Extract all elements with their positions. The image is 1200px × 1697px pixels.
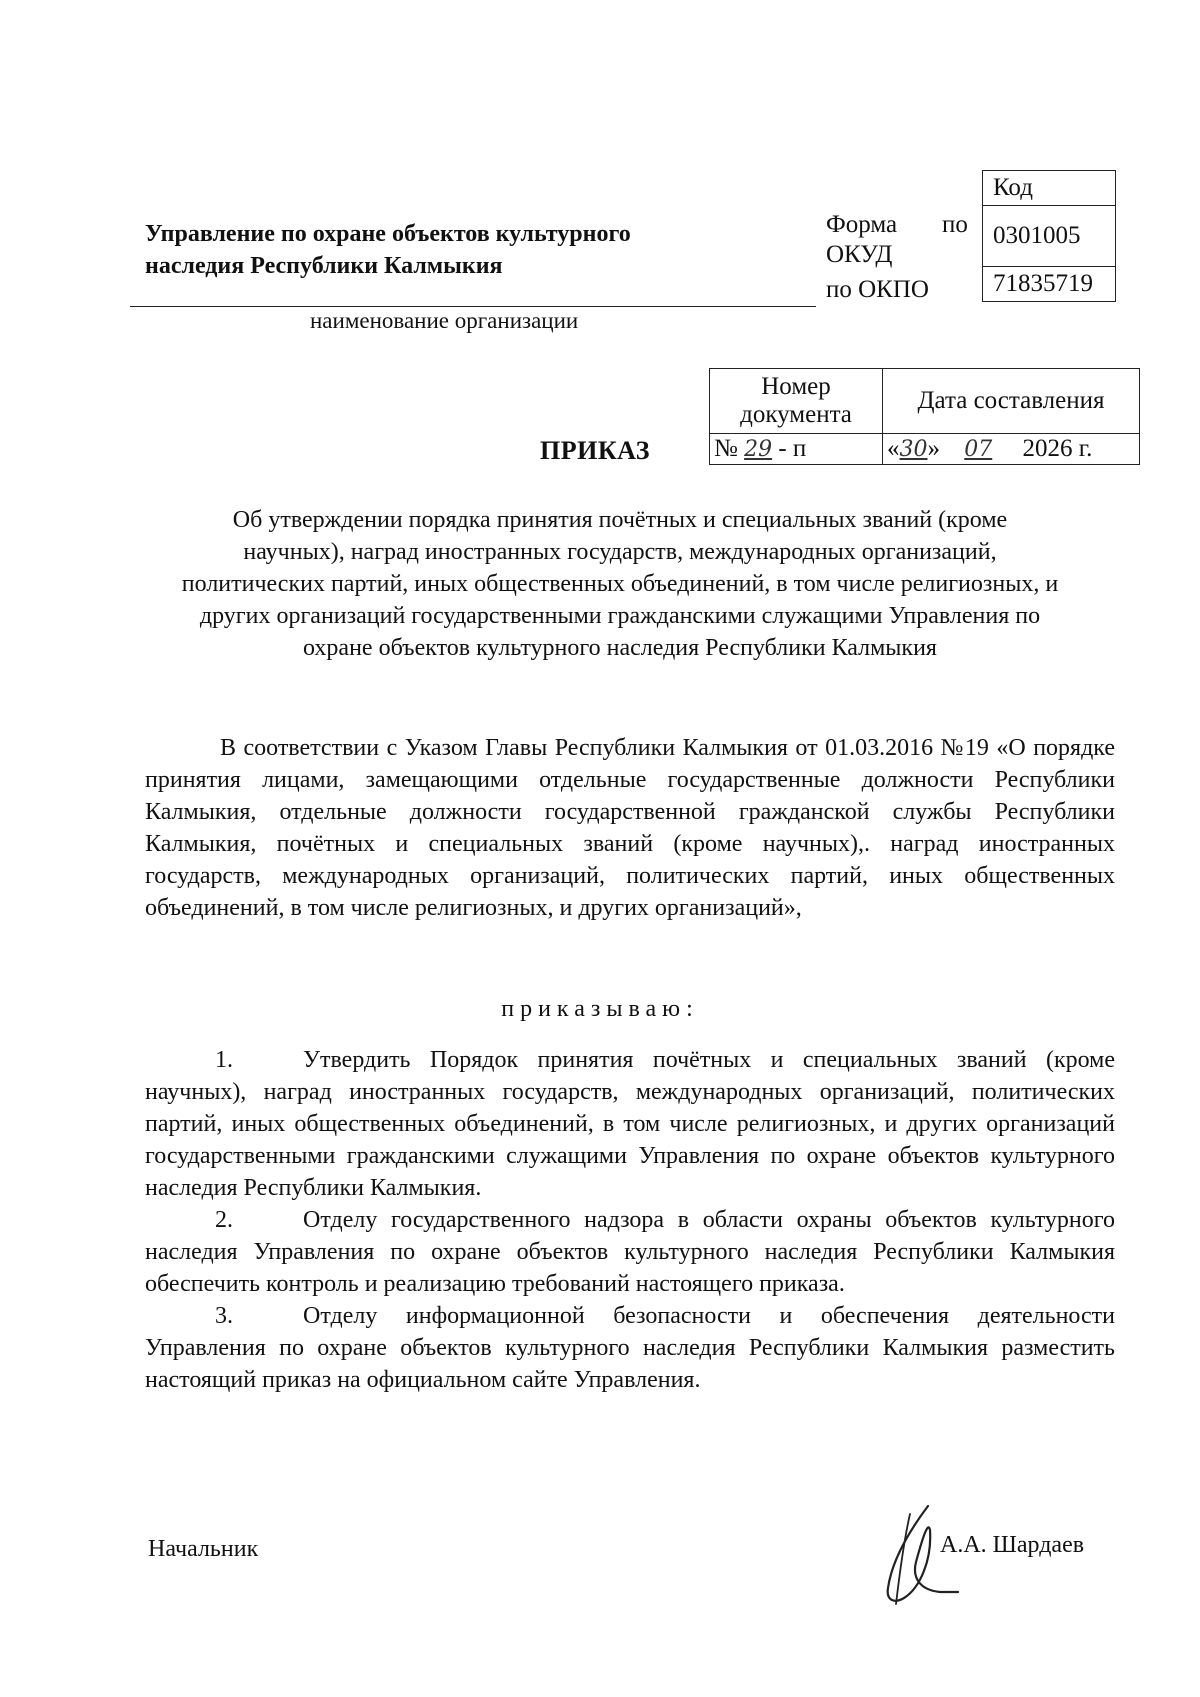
okud-code: 0301005 (983, 206, 1116, 267)
preamble-paragraph: В соответствии с Указом Главы Республики Калмыкия от 01.03.2016 №19 «О порядке принятия лицами, замещающими отдельные государственные должности Республики Калмыкия, отдельные должности государственной гражданской службы Республики Калмыкия, почётных и специальных званий (кроме научных),. наград иностранных государств, международных организаций, политических партий, иных общественных объединений, в том числе религиозных, и других организаций», (145, 735, 1115, 921)
date-open-quote: « (887, 435, 900, 462)
order-item-number: 3. (215, 1303, 233, 1329)
order-item-number: 1. (215, 1047, 233, 1073)
date-day-handwritten: 30 (899, 437, 928, 462)
order-item-text: Отделу государственного надзора в области охраны объектов культурного наследия Управления по охране объектов культурного наследия Республики Калмыкия обеспечить контроль и реализацию требований настоящего приказа. (145, 1207, 1115, 1297)
document-type: ПРИКАЗ (540, 436, 651, 465)
organization-line-1: Управление по охране объектов культурного (145, 221, 631, 247)
order-item-text: Утвердить Порядок принятия почётных и специальных званий (кроме научных), наград иностранных государств, международных организаций, политических партий, иных общественных объединений, в том числе религиозных, и других организаций государственными гражданскими служащими Управления по охране объектов культурного наследия Республики Калмыкия. (145, 1047, 1115, 1201)
order-item-3 (145, 1300, 1115, 1396)
form-label-forma: Форма (826, 211, 898, 238)
number-handwritten: 29 (744, 437, 773, 462)
number-suffix: - п (778, 435, 807, 462)
order-item-number: 2. (215, 1207, 233, 1233)
form-label-okpo: по ОКПО (826, 276, 929, 303)
date-month-handwritten: 07 (964, 437, 993, 462)
number-prefix: № (714, 435, 738, 462)
order-item-text: Отделу информационной безопасности и обеспечения деятельности Управления по охране объектов культурного наследия Республики Калмыкия разместить настоящий приказ на официальном сайте Управления. (145, 1303, 1115, 1393)
form-label-po: по (942, 211, 968, 238)
signatory-position: Начальник (148, 1536, 259, 1562)
organization-underline (130, 306, 816, 307)
code-header: Код (983, 171, 1116, 206)
document-title: Об утверждении порядка принятия почётных и специальных званий (кроме научных), наград иностранных государств, международных организаций, политических партий, иных общественных объединений, в том числе религиозных, и других организаций государственными гражданскими служащими Управления по охране объектов культурного наследия Республики Калмыкия (181, 507, 1059, 661)
decree-word: приказываю: (501, 996, 699, 1022)
date-year: 2026 г. (1022, 435, 1093, 462)
order-item-2 (145, 1204, 1115, 1300)
order-item-1 (145, 1044, 1115, 1204)
document-number-date-table (709, 368, 1140, 465)
number-header: Номер документа (710, 369, 883, 434)
form-label-okud: ОКУД (826, 241, 893, 268)
signatory-name: А.А. Шардаев (940, 1532, 1085, 1558)
document-date (883, 434, 1140, 465)
okpo-code: 71835719 (983, 267, 1116, 302)
order-items (145, 1044, 1115, 1396)
date-close-quote: » (927, 435, 940, 462)
code-table (982, 170, 1116, 302)
organization-name (145, 218, 845, 282)
organization-line-2: наследия Республики Калмыкия (145, 253, 503, 279)
date-header: Дата составления (883, 369, 1140, 434)
document-number (710, 434, 883, 465)
organization-caption: наименование организации (310, 308, 579, 333)
